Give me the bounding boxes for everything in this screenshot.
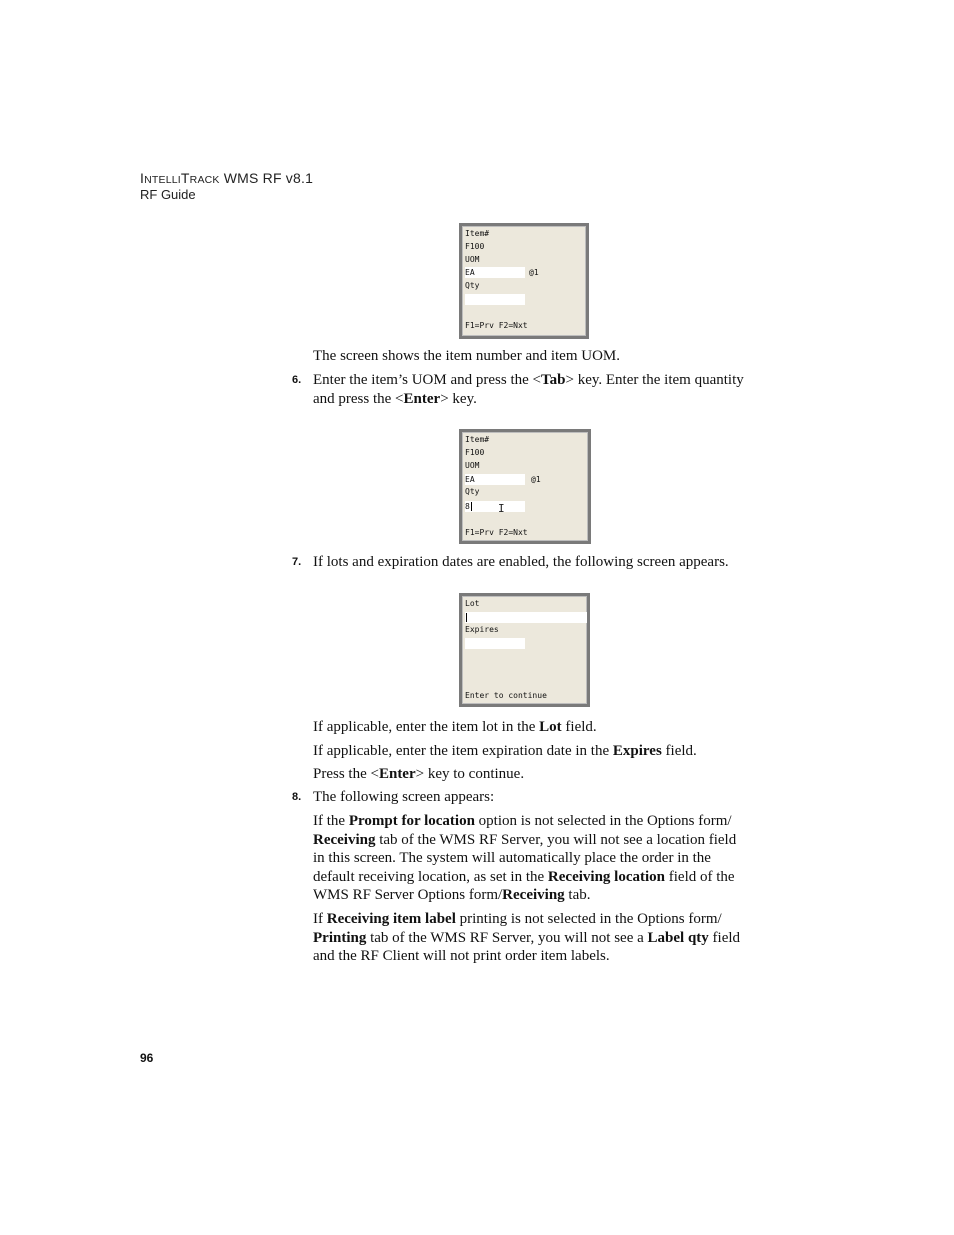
running-header <box>140 170 313 202</box>
lot-instruction: If applicable, enter the item lot in the Lot field. <box>313 719 597 735</box>
screen-description: The screen shows the item number and item UOM. <box>313 348 621 364</box>
step-number: 6. <box>292 374 302 386</box>
item-label-paragraph: If Receiving item label printing is not selected in the Options form/ Printing tab of the WMS RF Server, you will not see a Label qty field and the RF Client will not print order item labels. <box>313 911 741 964</box>
step-6-text: Enter the item’s UOM and press the <Tab> key. Enter the item quantity and press the <Enter> key. <box>313 372 744 407</box>
step-number: 7. <box>292 556 302 568</box>
item-value: F100 <box>465 448 485 457</box>
qty-value: 8 <box>465 502 470 511</box>
text-caret <box>471 502 472 511</box>
function-keys-hint: F1=Prv F2=Nxt <box>465 528 528 537</box>
expires-label: Expires <box>465 625 499 634</box>
lot-label: Lot <box>465 599 480 608</box>
enter-instruction: Press the <Enter> key to continue. <box>313 766 525 782</box>
uom-value: EA <box>465 475 475 484</box>
continue-hint: Enter to continue <box>465 691 547 700</box>
uom-extra: @1 <box>529 268 539 277</box>
lot-field[interactable] <box>465 612 587 623</box>
function-keys-hint: F1=Prv F2=Nxt <box>465 321 528 330</box>
qty-field[interactable] <box>465 501 525 515</box>
step-7-text: If lots and expiration dates are enabled, the following screen appears. <box>313 554 729 570</box>
rf-screen-item-qty <box>459 429 591 544</box>
item-label: Item# <box>465 229 490 238</box>
rf-screen-item-uom <box>459 223 589 339</box>
expires-field[interactable] <box>465 638 525 649</box>
document-title: INTELLITRACK WMS RF v8.1 <box>140 170 314 186</box>
step-number: 8. <box>292 791 302 803</box>
qty-label: Qty <box>465 487 480 496</box>
qty-field[interactable] <box>465 294 525 305</box>
uom-label: UOM <box>465 461 480 470</box>
uom-value: EA <box>465 268 475 277</box>
expires-instruction: If applicable, enter the item expiration date in the Expires field. <box>313 743 697 759</box>
document-subtitle: RF Guide <box>140 187 196 202</box>
text-caret <box>466 613 467 622</box>
rf-screen-lot-expires <box>459 593 590 707</box>
uom-extra: @1 <box>531 475 541 484</box>
step-8-text: The following screen appears: <box>313 789 495 805</box>
prompt-location-paragraph: If the Prompt for location option is not selected in the Options form/ Receiving tab of the WMS RF Server, you will not see a location field in this screen. The system will automatically place the order in the default receiving location, as set in the Receiving location field of the WMS RF Server Options form/Receiving tab. <box>313 813 737 903</box>
item-value: F100 <box>465 242 485 251</box>
item-label: Item# <box>465 435 490 444</box>
ibeam-cursor-icon: I <box>498 502 505 515</box>
page-number: 96 <box>140 1051 154 1065</box>
uom-label: UOM <box>465 255 480 264</box>
qty-label: Qty <box>465 281 480 290</box>
